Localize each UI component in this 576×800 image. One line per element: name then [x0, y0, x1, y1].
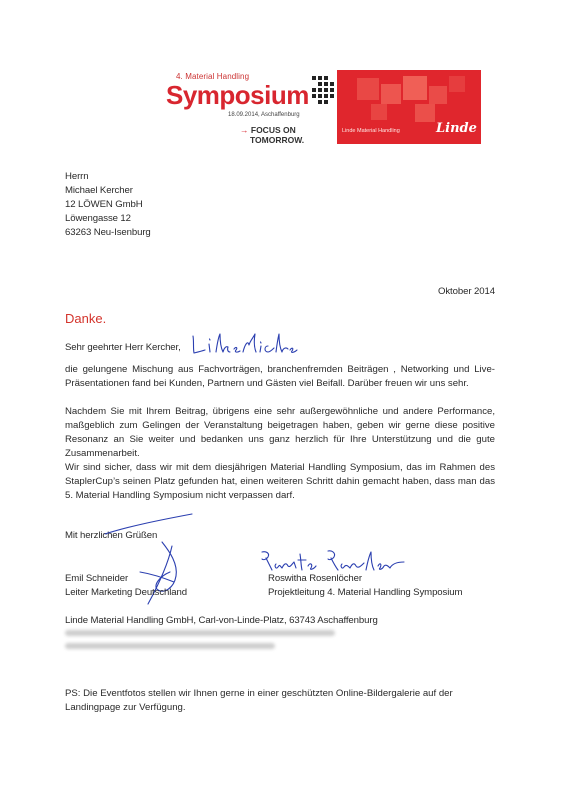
linde-logo: Linde: [436, 121, 477, 136]
greeting: Sehr geehrter Herr Kercher,: [65, 342, 181, 353]
event-kicker: 4. Material Handling: [176, 72, 250, 81]
closing: Mit herzlichen Grüßen: [65, 530, 158, 541]
redacted-contact-line: [65, 630, 335, 636]
signer-left-name: Emil Schneider: [65, 573, 129, 584]
handwritten-greeting: [190, 330, 300, 358]
letter-subject: Danke.: [65, 311, 107, 326]
recipient-name: Michael Kercher: [65, 185, 133, 196]
arrow-right-icon: →: [240, 125, 251, 135]
signer-right-title: Projektleitung 4. Material Handling Symposium: [268, 587, 463, 598]
recipient-street: Löwengasse 12: [65, 213, 131, 224]
paragraph-3: Wir sind sicher, dass wir mit dem diesjährigen Material Handling Symposium, das im Rahmen des StaplerCup’s seinen Platz gefunden hat, einen weiteren Schritt dahin gemacht haben, dass man das 5. Material Handling Symposium nicht verpassen darf.: [65, 462, 495, 501]
recipient-company: 12 LÖWEN GmbH: [65, 199, 143, 210]
redacted-contact-line: [65, 643, 275, 649]
brand-caption: Linde Material Handling: [342, 128, 400, 134]
slogan: → FOCUS ON TOMORROW.: [240, 125, 305, 145]
signer-left-title: Leiter Marketing Deutschland: [65, 587, 187, 598]
event-title: Symposium: [166, 80, 309, 110]
signature-right: [258, 548, 408, 574]
letter-date: Oktober 2014: [438, 286, 495, 297]
recipient-salutation: Herrn: [65, 171, 89, 182]
signer-right: [268, 572, 462, 600]
recipient-address: [65, 170, 151, 240]
signer-left: [65, 572, 187, 600]
paragraph-2: Nachdem Sie mit Ihrem Beitrag, übrigens eine sehr außergewöhnliche und andere Performance, maßgeblich zum Gelingen der Veranstaltung beigetragen haben, geben wir gerne diese positive Resonanz an Sie weiter und bedanken uns ganz herzlich für Ihre Unterstützung und die gute Zusammenarbeit.: [65, 406, 495, 459]
dot-grid-icon: [312, 76, 334, 106]
paragraph-1: die gelungene Mischung aus Fachvorträgen, branchenfremden Beiträgen , Networking und Live-Präsentationen fand bei Kunden, Partnern und Gästen viel Beifall. Darüber freuen wir uns sehr.: [65, 364, 495, 389]
recipient-city: 63263 Neu-Isenburg: [65, 227, 151, 238]
signer-right-name: Roswitha Rosenlöcher: [268, 573, 362, 584]
footer-company: Linde Material Handling GmbH, Carl-von-Linde-Platz, 63743 Aschaffenburg: [65, 615, 378, 626]
postscript: PS: Die Eventfotos stellen wir Ihnen gerne in einer geschützten Online-Bildergalerie auf der Landingpage zur Verfügung.: [65, 688, 453, 713]
event-date: 18.09.2014, Aschaffenburg: [228, 112, 300, 118]
